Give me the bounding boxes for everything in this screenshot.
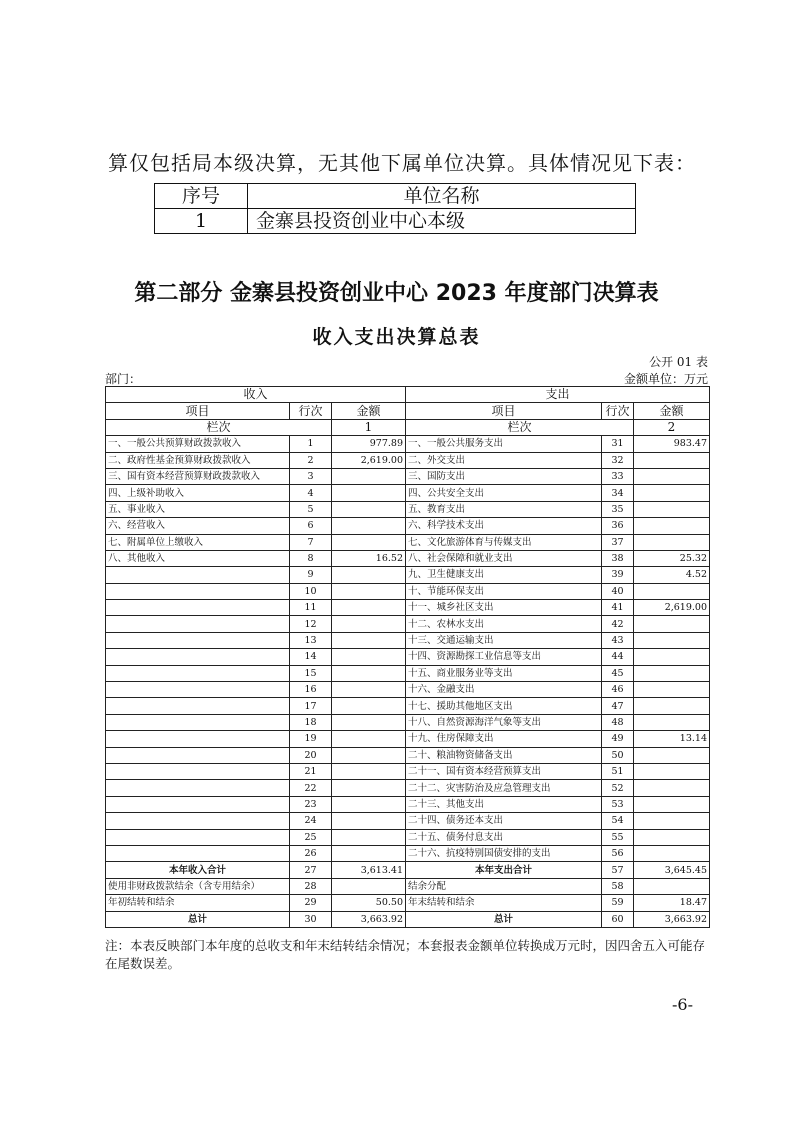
department-label: 部门： — [105, 372, 142, 386]
income-index: 1 — [332, 419, 406, 435]
expense-item: 十三、交通运输支出 — [406, 632, 602, 648]
table-row — [106, 878, 710, 894]
expense-amount: 13.14 — [634, 731, 710, 747]
expense-line: 53 — [602, 796, 634, 812]
expense-amount — [634, 485, 710, 501]
expense-line: 60 — [602, 911, 634, 927]
expense-line: 49 — [602, 731, 634, 747]
expense-item: 二十三、其他支出 — [406, 796, 602, 812]
income-item: 一、一般公共预算财政拨款收入 — [106, 436, 290, 452]
expense-amount — [634, 829, 710, 845]
intro-text: 算仅包括局本级决算，无其他下属单位决算。具体情况见下表： — [108, 151, 696, 175]
income-amount — [332, 763, 406, 779]
expense-line: 52 — [602, 780, 634, 796]
income-amount — [332, 813, 406, 829]
table-row — [106, 616, 710, 632]
income-amount — [332, 616, 406, 632]
income-item — [106, 583, 290, 599]
income-line: 20 — [290, 747, 332, 763]
expense-line: 42 — [602, 616, 634, 632]
expense-amount — [634, 665, 710, 681]
expense-item: 二、外交支出 — [406, 452, 602, 468]
expense-amount — [634, 698, 710, 714]
unit-table-header-name: 单位名称 — [248, 184, 636, 209]
expense-amount — [634, 518, 710, 534]
income-amount — [332, 534, 406, 550]
income-amount — [332, 829, 406, 845]
expense-amount — [634, 714, 710, 730]
expense-line: 55 — [602, 829, 634, 845]
part-title: 第二部分 金寨县投资创业中心 2023 年度部门决算表 — [134, 281, 659, 306]
income-expense-table — [105, 386, 710, 928]
expense-line: 47 — [602, 698, 634, 714]
expense-item: 十、节能环保支出 — [406, 583, 602, 599]
expense-amount: 2,619.00 — [634, 600, 710, 616]
form-number: 公开 01 表 — [649, 355, 708, 369]
income-item — [106, 600, 290, 616]
income-line: 9 — [290, 567, 332, 583]
income-line: 2 — [290, 452, 332, 468]
income-amount — [332, 747, 406, 763]
expense-line: 57 — [602, 862, 634, 878]
income-line: 23 — [290, 796, 332, 812]
income-amount: 50.50 — [332, 895, 406, 911]
expense-item: 七、文化旅游体育与传媒支出 — [406, 534, 602, 550]
expense-amount — [634, 501, 710, 517]
income-item — [106, 780, 290, 796]
expense-item: 总计 — [406, 911, 602, 927]
expense-item: 六、科学技术支出 — [406, 518, 602, 534]
income-line: 28 — [290, 878, 332, 894]
expense-amount: 18.47 — [634, 895, 710, 911]
table-row — [106, 763, 710, 779]
expense-item: 四、公共安全支出 — [406, 485, 602, 501]
income-item: 四、上级补助收入 — [106, 485, 290, 501]
expense-line: 44 — [602, 649, 634, 665]
income-item — [106, 682, 290, 698]
income-amount — [332, 632, 406, 648]
expense-line: 58 — [602, 878, 634, 894]
table-row — [106, 895, 710, 911]
table-row — [106, 829, 710, 845]
expense-item: 年末结转和结余 — [406, 895, 602, 911]
table-row — [106, 665, 710, 681]
expense-item: 二十一、国有资本经营预算支出 — [406, 763, 602, 779]
income-amount: 3,613.41 — [332, 862, 406, 878]
expense-amount — [634, 452, 710, 468]
expense-item: 五、教育支出 — [406, 501, 602, 517]
income-item — [106, 845, 290, 861]
expense-item: 十六、金融支出 — [406, 682, 602, 698]
income-line: 10 — [290, 583, 332, 599]
expense-item-header: 项目 — [406, 403, 602, 419]
expense-amount — [634, 534, 710, 550]
income-item — [106, 698, 290, 714]
expense-line: 41 — [602, 600, 634, 616]
expense-item: 三、国防支出 — [406, 468, 602, 484]
income-item: 七、附属单位上缴收入 — [106, 534, 290, 550]
expense-amount — [634, 763, 710, 779]
income-amount — [332, 649, 406, 665]
table-row — [106, 682, 710, 698]
income-item — [106, 567, 290, 583]
table-row — [106, 436, 710, 452]
expense-amount — [634, 649, 710, 665]
expense-amount-header: 金额 — [634, 403, 710, 419]
expense-amount: 983.47 — [634, 436, 710, 452]
income-line: 29 — [290, 895, 332, 911]
expense-amount: 25.32 — [634, 550, 710, 566]
income-amount — [332, 731, 406, 747]
expense-line: 40 — [602, 583, 634, 599]
expense-amount — [634, 468, 710, 484]
expense-amount — [634, 780, 710, 796]
income-amount — [332, 583, 406, 599]
income-item — [106, 649, 290, 665]
income-item — [106, 714, 290, 730]
income-amount: 2,619.00 — [332, 452, 406, 468]
income-item — [106, 665, 290, 681]
expense-item: 结余分配 — [406, 878, 602, 894]
income-item: 使用非财政拨款结余（含专用结余） — [106, 878, 290, 894]
expense-line: 45 — [602, 665, 634, 681]
expense-index-label: 栏次 — [406, 419, 634, 435]
unit-table-row — [155, 209, 636, 234]
expense-line: 31 — [602, 436, 634, 452]
table-row — [106, 649, 710, 665]
table-column-index — [106, 419, 710, 435]
unit-table-header — [155, 184, 636, 209]
expense-item: 十八、自然资源海洋气象等支出 — [406, 714, 602, 730]
table-row — [106, 796, 710, 812]
table-row — [106, 862, 710, 878]
income-item: 五、事业收入 — [106, 501, 290, 517]
income-amount: 16.52 — [332, 550, 406, 566]
income-line: 1 — [290, 436, 332, 452]
expense-item: 十四、资源勘探工业信息等支出 — [406, 649, 602, 665]
table-row — [106, 911, 710, 927]
income-amount — [332, 714, 406, 730]
expense-line: 35 — [602, 501, 634, 517]
expense-line: 36 — [602, 518, 634, 534]
table-row — [106, 698, 710, 714]
income-amount — [332, 845, 406, 861]
income-item — [106, 763, 290, 779]
amount-unit-label: 金额单位：万元 — [623, 372, 708, 386]
table-row — [106, 550, 710, 566]
income-line: 19 — [290, 731, 332, 747]
expense-index: 2 — [634, 419, 710, 435]
expense-item: 十九、住房保障支出 — [406, 731, 602, 747]
table-row — [106, 501, 710, 517]
unit-table — [154, 183, 636, 234]
income-amount — [332, 567, 406, 583]
expense-amount: 3,645.45 — [634, 862, 710, 878]
table-row — [106, 714, 710, 730]
expense-item: 本年支出合计 — [406, 862, 602, 878]
table-row — [106, 452, 710, 468]
expense-amount — [634, 796, 710, 812]
income-item: 八、其他收入 — [106, 550, 290, 566]
income-item — [106, 829, 290, 845]
expense-line: 46 — [602, 682, 634, 698]
table-row — [106, 485, 710, 501]
income-line: 8 — [290, 550, 332, 566]
income-line: 15 — [290, 665, 332, 681]
table-title: 收入支出决算总表 — [312, 326, 481, 348]
expense-item: 九、卫生健康支出 — [406, 567, 602, 583]
table-row — [106, 731, 710, 747]
expense-amount — [634, 632, 710, 648]
expense-amount — [634, 813, 710, 829]
page-number: -6- — [672, 995, 693, 1014]
expense-line: 39 — [602, 567, 634, 583]
expense-item: 八、社会保障和就业支出 — [406, 550, 602, 566]
income-amount — [332, 501, 406, 517]
income-item — [106, 813, 290, 829]
expense-amount — [634, 845, 710, 861]
expense-amount — [634, 747, 710, 763]
expense-line: 54 — [602, 813, 634, 829]
table-row — [106, 632, 710, 648]
table-row — [106, 600, 710, 616]
income-line: 4 — [290, 485, 332, 501]
income-line: 25 — [290, 829, 332, 845]
income-item — [106, 747, 290, 763]
income-amount: 3,663.92 — [332, 911, 406, 927]
expense-amount — [634, 682, 710, 698]
expense-line-header: 行次 — [602, 403, 634, 419]
income-item: 六、经营收入 — [106, 518, 290, 534]
income-amount — [332, 665, 406, 681]
expense-line: 56 — [602, 845, 634, 861]
expense-amount: 3,663.92 — [634, 911, 710, 927]
table-column-header — [106, 403, 710, 419]
income-line: 16 — [290, 682, 332, 698]
income-item — [106, 632, 290, 648]
income-line: 13 — [290, 632, 332, 648]
table-row — [106, 567, 710, 583]
income-amount — [332, 600, 406, 616]
expense-line: 48 — [602, 714, 634, 730]
expense-line: 43 — [602, 632, 634, 648]
expense-amount — [634, 878, 710, 894]
expense-line: 32 — [602, 452, 634, 468]
income-amount — [332, 878, 406, 894]
income-item — [106, 616, 290, 632]
table-row — [106, 468, 710, 484]
income-line: 12 — [290, 616, 332, 632]
income-item: 二、政府性基金预算财政拨款收入 — [106, 452, 290, 468]
income-item: 三、国有资本经营预算财政拨款收入 — [106, 468, 290, 484]
expense-item: 十七、援助其他地区支出 — [406, 698, 602, 714]
unit-table-header-seq: 序号 — [155, 184, 248, 209]
income-line: 6 — [290, 518, 332, 534]
expense-amount — [634, 616, 710, 632]
income-header: 收入 — [106, 387, 406, 403]
expense-item: 十一、城乡社区支出 — [406, 600, 602, 616]
table-row — [106, 845, 710, 861]
income-item — [106, 796, 290, 812]
table-section-header — [106, 387, 710, 403]
unit-table-seq: 1 — [155, 209, 248, 234]
income-item: 本年收入合计 — [106, 862, 290, 878]
income-amount — [332, 796, 406, 812]
expense-item: 二十二、灾害防治及应急管理支出 — [406, 780, 602, 796]
income-amount — [332, 468, 406, 484]
expense-line: 33 — [602, 468, 634, 484]
table-row — [106, 583, 710, 599]
footnote: 注：本表反映部门本年度的总收支和年末结转结余情况；本套报表金额单位转换成万元时，因四舍五入可能存在尾数误差。 — [105, 938, 706, 971]
expense-line: 37 — [602, 534, 634, 550]
unit-table-name: 金寨县投资创业中心本级 — [248, 209, 636, 234]
income-line: 18 — [290, 714, 332, 730]
income-item — [106, 731, 290, 747]
income-item: 总计 — [106, 911, 290, 927]
table-row — [106, 747, 710, 763]
income-line: 11 — [290, 600, 332, 616]
expense-item: 二十、粮油物资储备支出 — [406, 747, 602, 763]
expense-item: 二十四、债务还本支出 — [406, 813, 602, 829]
income-amount-header: 金额 — [332, 403, 406, 419]
income-line: 30 — [290, 911, 332, 927]
income-line-header: 行次 — [290, 403, 332, 419]
expense-line: 38 — [602, 550, 634, 566]
income-amount — [332, 780, 406, 796]
expense-amount: 4.52 — [634, 567, 710, 583]
income-line: 3 — [290, 468, 332, 484]
table-row — [106, 813, 710, 829]
expense-line: 34 — [602, 485, 634, 501]
income-amount — [332, 682, 406, 698]
income-amount — [332, 485, 406, 501]
table-row — [106, 534, 710, 550]
income-amount — [332, 698, 406, 714]
expense-header: 支出 — [406, 387, 710, 403]
expense-item: 十五、商业服务业等支出 — [406, 665, 602, 681]
income-line: 26 — [290, 845, 332, 861]
expense-item: 一、一般公共服务支出 — [406, 436, 602, 452]
table-row — [106, 518, 710, 534]
expense-line: 50 — [602, 747, 634, 763]
income-line: 17 — [290, 698, 332, 714]
income-line: 21 — [290, 763, 332, 779]
income-index-label: 栏次 — [106, 419, 332, 435]
expense-item: 十二、农林水支出 — [406, 616, 602, 632]
income-item: 年初结转和结余 — [106, 895, 290, 911]
expense-line: 51 — [602, 763, 634, 779]
expense-item: 二十五、债务付息支出 — [406, 829, 602, 845]
table-row — [106, 780, 710, 796]
income-line: 24 — [290, 813, 332, 829]
income-line: 22 — [290, 780, 332, 796]
income-line: 14 — [290, 649, 332, 665]
income-amount: 977.89 — [332, 436, 406, 452]
income-line: 5 — [290, 501, 332, 517]
income-line: 27 — [290, 862, 332, 878]
income-line: 7 — [290, 534, 332, 550]
expense-item: 二十六、抗疫特别国债安排的支出 — [406, 845, 602, 861]
expense-line: 59 — [602, 895, 634, 911]
expense-amount — [634, 583, 710, 599]
income-item-header: 项目 — [106, 403, 290, 419]
income-amount — [332, 518, 406, 534]
